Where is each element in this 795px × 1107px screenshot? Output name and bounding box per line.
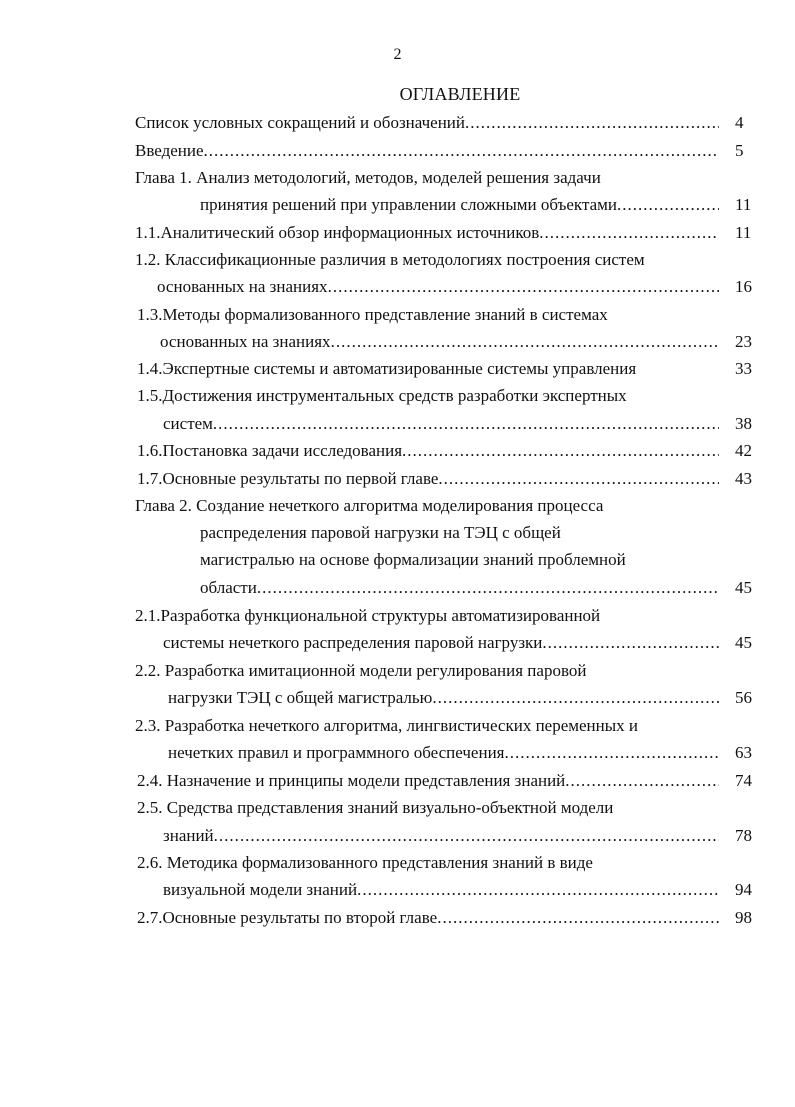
toc-page-number: 45	[735, 578, 752, 597]
toc-page-number: 42	[735, 441, 752, 460]
toc-entry-title: Введение	[135, 141, 204, 160]
page-number: 2	[393, 46, 402, 63]
dot-leader	[328, 276, 719, 298]
toc-page-number: 98	[735, 908, 752, 927]
toc-entry-chapter-2[interactable]: Глава 2. Создание нечеткого алгоритма моделирования процесса	[135, 496, 604, 515]
dot-leader	[331, 331, 719, 353]
toc-page-number: 78	[735, 826, 752, 845]
dot-leader	[465, 112, 719, 134]
toc-entry-title: области	[200, 578, 257, 597]
toc-entry-abbreviations[interactable]	[135, 112, 719, 134]
dot-leader	[539, 222, 719, 244]
toc-entry-chapter-2-cont[interactable]: распределения паровой нагрузки на ТЭЦ с общей	[200, 523, 561, 542]
dot-leader	[357, 879, 719, 901]
toc-entry-2-6-cont[interactable]	[163, 879, 719, 901]
dot-leader	[565, 770, 719, 792]
toc-entry-title: систем	[163, 414, 213, 433]
toc-page-number: 94	[735, 880, 752, 899]
toc-entry-introduction[interactable]	[135, 140, 719, 162]
toc-entry-1-2-cont[interactable]	[157, 276, 719, 298]
toc-entry-chapter-2-cont[interactable]	[200, 577, 719, 599]
toc-entry-2-3-cont[interactable]	[168, 742, 719, 764]
toc-entry-2-2-cont[interactable]	[168, 687, 719, 709]
dot-leader	[438, 468, 719, 490]
toc-entry-1-5[interactable]: 1.5.Достижения инструментальных средств разработки экспертных	[137, 386, 627, 405]
toc-page-number: 33	[735, 359, 752, 378]
toc-page-number: 23	[735, 332, 752, 351]
toc-entry-1-7[interactable]	[137, 468, 719, 490]
toc-entry-2-6[interactable]: 2.6. Методика формализованного представления знаний в виде	[137, 853, 593, 872]
toc-entry-title: 2.7.Основные результаты по второй главе	[137, 908, 438, 927]
dot-leader	[214, 825, 719, 847]
toc-entry-2-2[interactable]: 2.2. Разработка имитационной модели регулирования паровой	[135, 661, 587, 680]
dot-leader	[437, 907, 719, 929]
toc-entry-1-1[interactable]	[135, 222, 719, 244]
toc-entry-2-1-cont[interactable]	[163, 632, 719, 654]
toc-entry-2-4[interactable]	[137, 770, 719, 792]
toc-entry-1-6[interactable]	[137, 440, 719, 462]
toc-entry-title: Список условных сокращений и обозначений	[135, 113, 466, 132]
toc-page-number: 63	[735, 743, 752, 762]
toc-page-number: 16	[735, 277, 752, 296]
toc-entry-2-5-cont[interactable]	[163, 825, 719, 847]
toc-entry-title: нагрузки ТЭЦ с общей магистралью	[168, 688, 433, 707]
toc-entry-title: визуальной модели знаний	[163, 880, 358, 899]
dot-leader	[402, 440, 719, 462]
toc-page-number: 11	[735, 195, 752, 214]
toc-entry-title: основанных на знаниях	[157, 277, 328, 296]
toc-entry-title: 1.7.Основные результаты по первой главе	[137, 469, 439, 488]
toc-entry-1-3[interactable]: 1.3.Методы формализованного представление знаний в системах	[137, 305, 608, 324]
toc-page-number: 38	[735, 414, 752, 433]
toc-page-number: 74	[735, 771, 752, 790]
toc-page-number: 56	[735, 688, 752, 707]
toc-entry-title: системы нечеткого распределения паровой нагрузки	[163, 633, 543, 652]
toc-entry-1-2[interactable]: 1.2. Классификационные различия в методологиях построения систем	[135, 250, 645, 269]
toc-page-number: 43	[735, 469, 752, 488]
toc-entry-title: основанных на знаниях	[160, 332, 331, 351]
toc-page-number: 11	[735, 223, 752, 242]
toc-entry-chapter-2-cont[interactable]: магистралью на основе формализации знаний проблемной	[200, 550, 626, 569]
dot-leader	[432, 687, 719, 709]
toc-entry-1-5-cont[interactable]	[163, 413, 719, 435]
toc-entry-2-7[interactable]	[137, 907, 719, 929]
dot-leader	[213, 413, 719, 435]
toc-entry-title: 1.6.Постановка задачи исследования	[137, 441, 403, 460]
dot-leader	[204, 140, 719, 162]
toc-entry-chapter-1-cont[interactable]	[200, 194, 719, 216]
dot-leader	[617, 194, 719, 216]
page-title: ОГЛАВЛЕНИЕ	[399, 84, 521, 104]
toc-entry-2-5[interactable]: 2.5. Средства представления знаний визуально-объектной модели	[137, 798, 614, 817]
toc-entry-2-3[interactable]: 2.3. Разработка нечеткого алгоритма, лингвистических переменных и	[135, 716, 639, 735]
toc-page-number: 5	[735, 141, 744, 160]
toc-entry-1-3-cont[interactable]	[160, 331, 719, 353]
dot-leader	[257, 577, 719, 599]
toc-entry-title: нечетких правил и программного обеспечения	[168, 743, 505, 762]
toc-entry-1-4[interactable]: 1.4.Экспертные системы и автоматизированные системы управления	[137, 359, 637, 378]
toc-entry-chapter-1[interactable]: Глава 1. Анализ методологий, методов, моделей решения задачи	[135, 168, 601, 187]
toc-entry-title: принятия решений при управлении сложными объектами	[200, 195, 618, 214]
toc-page-number: 45	[735, 633, 752, 652]
toc-entry-title: 2.4. Назначение и принципы модели представления знаний	[137, 771, 566, 790]
toc-page-number: 4	[735, 113, 744, 132]
dot-leader	[542, 632, 719, 654]
toc-entry-title: знаний	[163, 826, 214, 845]
dot-leader	[505, 742, 720, 764]
toc-entry-2-1[interactable]: 2.1.Разработка функциональной структуры автоматизированной	[135, 606, 601, 625]
toc-entry-title: 1.1.Аналитический обзор информационных источников	[135, 223, 540, 242]
